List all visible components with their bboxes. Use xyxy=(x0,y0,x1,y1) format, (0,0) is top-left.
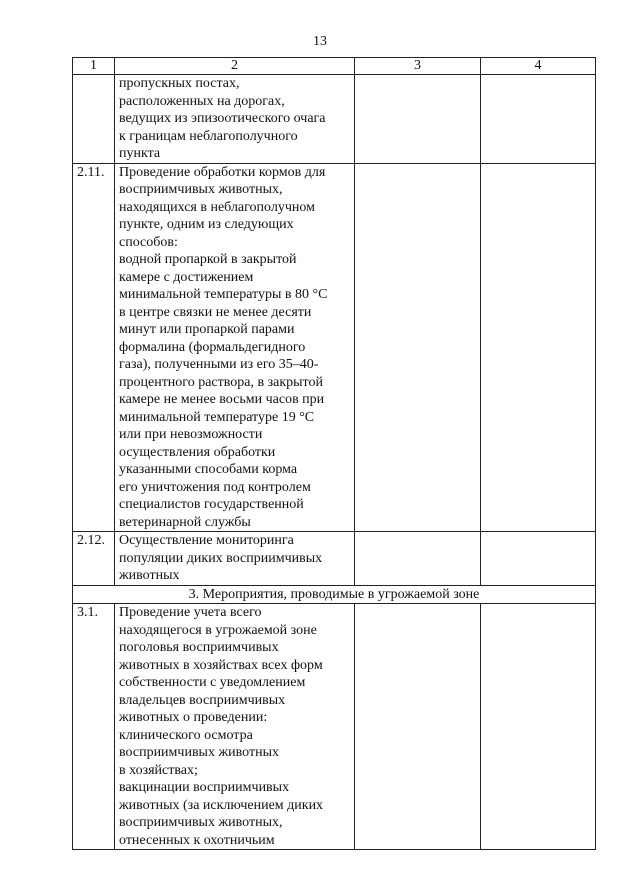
column-header: 4 xyxy=(481,58,596,75)
row-col3 xyxy=(355,532,481,586)
table-row xyxy=(73,163,596,532)
row-col4 xyxy=(481,532,596,586)
column-header: 2 xyxy=(115,58,355,75)
row-description: Осуществление мониторинга популяции диких восприимчивых животных xyxy=(115,532,355,586)
column-header: 3 xyxy=(355,58,481,75)
row-col4 xyxy=(481,75,596,164)
table-header-row xyxy=(73,58,596,75)
measures-table xyxy=(72,57,596,850)
row-number xyxy=(73,75,115,164)
row-number: 2.12. xyxy=(73,532,115,586)
row-col3 xyxy=(355,604,481,850)
row-col4 xyxy=(481,604,596,850)
row-description: Проведение учета всего находящегося в угрожаемой зоне поголовья восприимчивых животных в хозяйствах всех форм собственности с уведомлением владельцев восприимчивых животных о проведении: клинического осмотра восприимчивых животных в хозяйствах; вакцинации восприимчивых животных (за исключением диких восприимчивых животных, отнесенных к охотничьим xyxy=(115,604,355,850)
table-row xyxy=(73,532,596,586)
table-row xyxy=(73,604,596,850)
row-description: пропускных постах, расположенных на дорогах, ведущих из эпизоотического очага к границам неблагополучного пункта xyxy=(115,75,355,164)
row-number: 3.1. xyxy=(73,604,115,850)
section-row xyxy=(73,585,596,604)
row-col3 xyxy=(355,163,481,532)
row-number: 2.11. xyxy=(73,163,115,532)
row-col3 xyxy=(355,75,481,164)
page-number: 13 xyxy=(313,34,327,49)
section-title: 3. Мероприятия, проводимые в угрожаемой зоне xyxy=(73,585,596,604)
table-row xyxy=(73,75,596,164)
row-description: Проведение обработки кормов для восприимчивых животных, находящихся в неблагополучном пункте, одним из следующих способов: водной пропаркой в закрытой камере с достижением минимальной температуры в 80 °C в центре связки не менее десяти минут или пропаркой парами формалина (формальдегидного газа), полученными из его 35–40- процентного раствора, в закрытой камере не менее восьми часов при минимальной температуре 19 °C или при невозможности осуществления обработки указанными способами корма его уничтожения под контролем специалистов государственной ветеринарной службы xyxy=(115,163,355,532)
column-header: 1 xyxy=(73,58,115,75)
row-col4 xyxy=(481,163,596,532)
